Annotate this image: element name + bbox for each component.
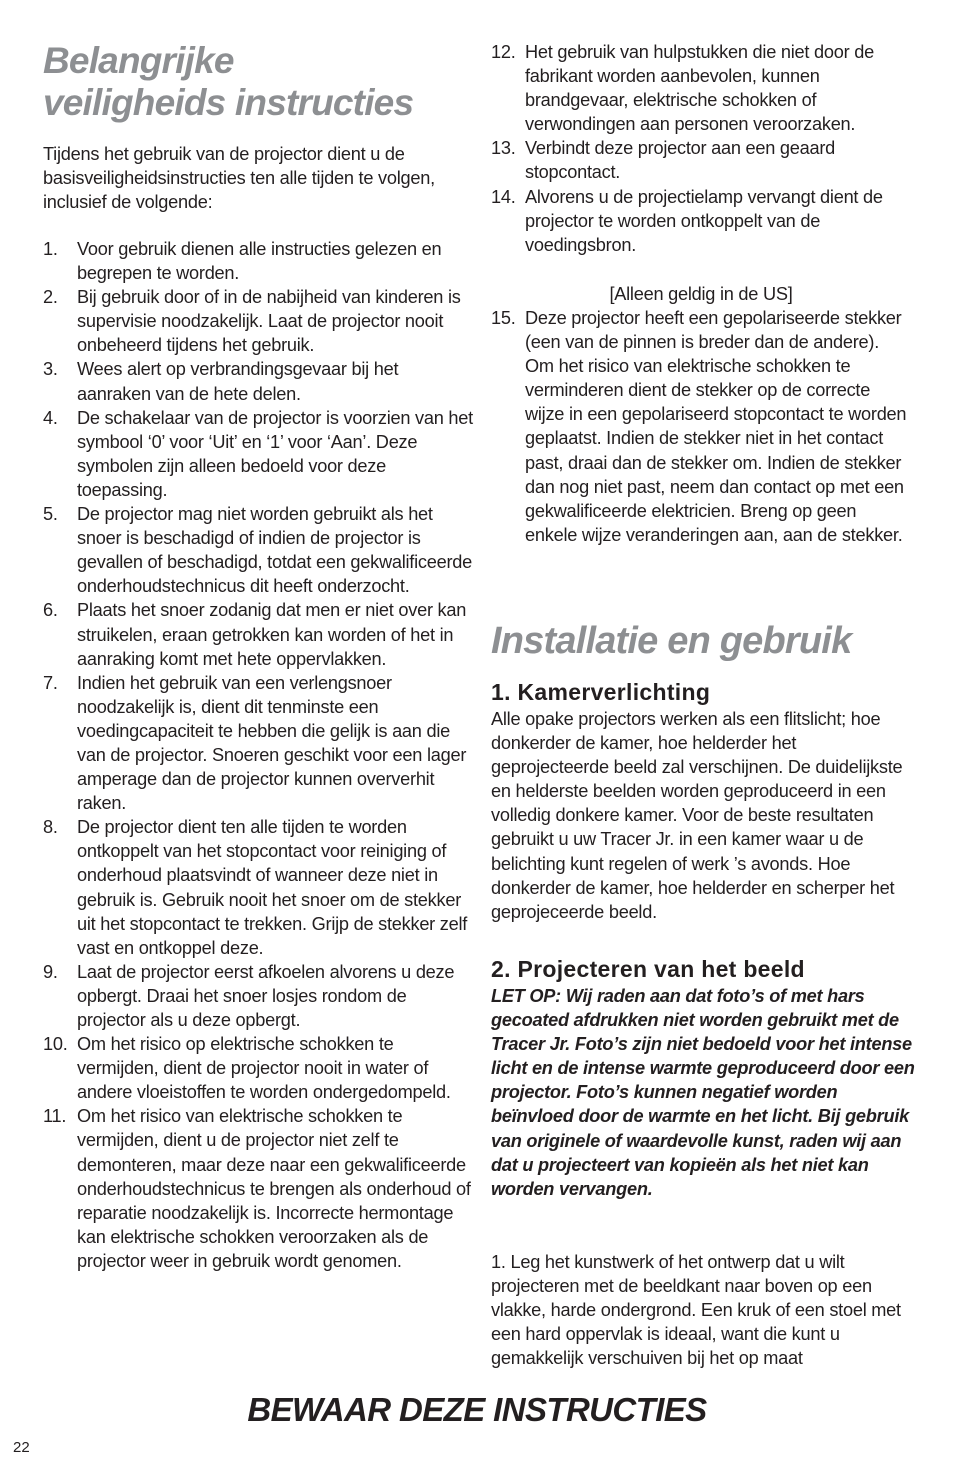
list-item	[491, 136, 911, 184]
list-item-text: Laat de projector eerst afkoelen alvorens u deze opbergt. Draai het snoer losjes rondom de projector als u deze opbergt.	[77, 961, 455, 1030]
list-item	[491, 306, 911, 547]
list-item-number: 8.	[43, 817, 58, 838]
list-item	[43, 671, 473, 816]
installation-title: Installatie en gebruik	[491, 620, 852, 662]
list-item	[491, 40, 911, 136]
safety-title-line1: Belangrijke	[43, 40, 234, 81]
list-item-text: Om het risico van elektrische schokken te vermijden, dient u de projector niet zelf te demonteren, maar deze naar een gekwalificeerde onderhoudstechnicus te brengen als onderhoud of reparatie noodzakelijk is. Incorrecte hermontage kan elektrische schokken veroorzaken als de projector weer in gebruik wordt genomen.	[77, 1106, 471, 1271]
list-item-number: 12.	[491, 42, 516, 62]
list-item	[43, 815, 473, 960]
safety-title-line2: veiligheids instructies	[43, 82, 414, 123]
list-item-text: Om het risico op elektrische schokken te vermijden, dient de projector nooit in water of andere vloeistoffen te worden ondergedompeld.	[77, 1034, 451, 1103]
list-item-text: De projector dient ten alle tijden te worden ontkoppelt van het stopcontact voor reiniging of onderhoud plaatsvindt of wanneer deze niet in gebruik is. Gebruik nooit het snoer om de stekker uit het stopcontact te trekken. Grijp de stekker zelf vast en ontkoppel deze.	[77, 817, 468, 958]
safety-list-continued	[491, 40, 911, 257]
list-item	[43, 1104, 473, 1273]
list-item-text: Indien het gebruik van een verlengsnoer noodzakelijk is, dient dit tenminste een voedingcapaciteit te hebben die gelijk is aan die van de projector. Snoeren geschikt voor een lager amperage dan de projector kunnen oververhit raken.	[77, 672, 467, 814]
list-item-number: 9.	[43, 961, 58, 982]
warning-text: LET OP: Wij raden aan dat foto’s of met hars gecoated afdrukken niet worden gebruikt met de Tracer Jr. Foto’s zijn niet bedoeld voor het intense licht en de intense warmte geproduceerd door een projector. Foto’s kunnen negatief worden beïnvloed door de warmte en het licht. Bij gebruik van originele of waardevolle kunst, raden wij aan dat u projecteert van kopieën als het niet kan worden vervangen.	[491, 986, 915, 1199]
list-item-number: 15.	[491, 308, 516, 328]
section-heading-projecting: 2. Projecteren van het beeld	[491, 956, 805, 982]
list-item	[43, 598, 473, 670]
us-only-note: [Alleen geldig in de US]	[609, 284, 793, 304]
section-body-room-lighting: Alle opake projectors werken als een flitslicht; hoe donkerder de kamer, hoe helderder het geprojecteerde beeld zal verschijnen. De duidelijkste en helderste beelden worden geproduceerd in een volledig donkere kamer. Voor de beste resultaten gebruikt u uw Tracer Jr. in een kamer waar u de belichting kunt regelen of werk ’s avonds. Hoe donkerder de kamer, hoe helderder en scherper het geprojeceerde beeld.	[491, 709, 903, 922]
safety-list	[43, 237, 473, 1273]
list-item-number: 1.	[43, 239, 58, 259]
list-item-text: Het gebruik van hulpstukken die niet door de fabrikant worden aanbevolen, kunnen brandgevaar, elektrische schokken of verwondingen aan personen veroorzaken.	[525, 42, 874, 135]
list-item-text: Deze projector heeft een gepolariseerde stekker (een van de pinnen is breder dan de andere). Om het risico van elektrische schokken te verminderen dient de stekker op de correcte wijze in een gepolariseerd stopcontact te worden geplaatst. Indien de stekker niet in het contact past, draai dan de stekker om. Indien de stekker dan nog niet past, neem dan contact op met een gekwalificeerde elektricien. Breng op geen enkele wijze veranderingen aan, aan de stekker.	[525, 308, 907, 545]
list-item	[43, 1032, 473, 1104]
list-item	[491, 185, 911, 257]
list-item	[43, 285, 473, 357]
list-item-number: 11.	[43, 1106, 67, 1127]
safety-title	[43, 40, 413, 124]
list-item-number: 13.	[491, 138, 516, 159]
list-item-text: De schakelaar van de projector is voorzien van het symbool ‘0’ voor ‘Uit’ en ‘1’ voor ‘Aan’. Deze symbolen zijn alleen bedoeld voor deze toepassing.	[77, 407, 473, 500]
list-item-text: De projector mag niet worden gebruikt als het snoer is beschadigd of indien de projector is gevallen of beschadigd, totdat een gekwalificeerde onderhoudstechnicus dit heeft onderzocht.	[77, 504, 472, 597]
list-item-number: 7.	[43, 672, 58, 693]
page-number: 22	[13, 1439, 30, 1456]
list-item-number: 14.	[491, 186, 516, 207]
list-item-text: Verbindt deze projector aan een geaard stopcontact.	[525, 138, 836, 183]
step-1-text: 1. Leg het kunstwerk of het ontwerp dat u wilt projecteren met de beeldkant naar boven op een vlakke, harde ondergrond. Een kruk of een stoel met een hard oppervlak is ideaal, want die kunt u gemakkelijk verschuiven bij het op maat	[491, 1252, 901, 1369]
section-heading-room-lighting: 1. Kamerverlichting	[491, 679, 711, 705]
safety-intro: Tijdens het gebruik van de projector dient u de basisveiligheidsinstructies ten alle tijden te volgen, inclusief de volgende:	[43, 144, 435, 213]
footer-title: BEWAAR DEZE INSTRUCTIES	[247, 1391, 707, 1428]
list-item	[43, 357, 473, 405]
list-item-text: Wees alert op verbrandingsgevaar bij het aanraken van de hete delen.	[77, 359, 399, 404]
list-item-text: Alvorens u de projectielamp vervangt dient de projector te worden ontkoppelt van de voedingsbron.	[525, 186, 883, 255]
list-item-number: 4.	[43, 407, 58, 428]
list-item-text: Voor gebruik dienen alle instructies gelezen en begrepen te worden.	[77, 239, 442, 284]
safety-list-us	[491, 306, 911, 547]
list-item-text: Bij gebruik door of in de nabijheid van kinderen is supervisie noodzakelijk. Laat de projector nooit onbeheerd tijdens het gebruik.	[77, 287, 461, 356]
list-item	[43, 237, 473, 285]
list-item-number: 10.	[43, 1034, 68, 1055]
list-item	[43, 406, 473, 502]
list-item-number: 2.	[43, 287, 58, 308]
list-item-number: 5.	[43, 504, 58, 525]
list-item-number: 3.	[43, 359, 58, 380]
list-item	[43, 502, 473, 598]
list-item	[43, 960, 473, 1032]
list-item-number: 6.	[43, 600, 58, 621]
list-item-text: Plaats het snoer zodanig dat men er niet over kan struikelen, eraan getrokken kan worden of het in aanraking komt met hete oppervlakken.	[77, 600, 467, 669]
